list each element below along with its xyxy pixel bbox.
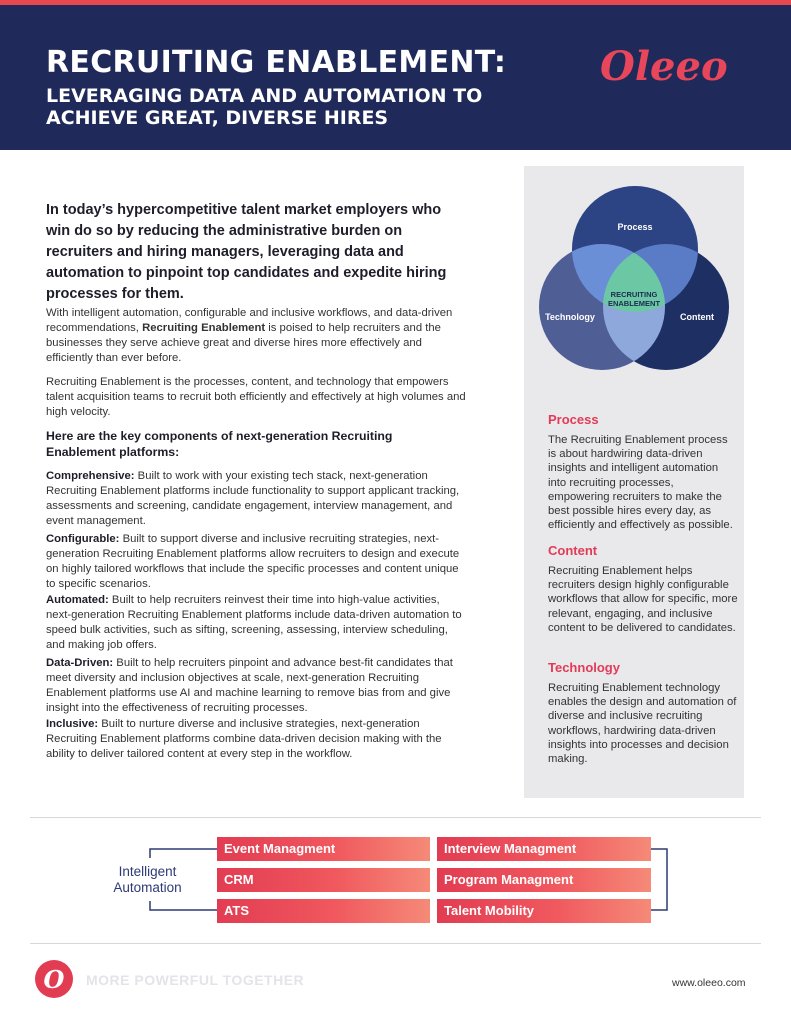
automation-event-management: Event Managment: [217, 837, 430, 861]
paragraph-1-bold: Recruiting Enablement: [142, 322, 266, 334]
footer-tagline: MORE POWERFUL TOGETHER: [86, 972, 305, 988]
oleeo-logo: Oleeo: [600, 43, 728, 90]
venn-center-label-1: RECRUITING: [610, 290, 658, 299]
paragraph-2: Recruiting Enablement is the processes, content, and technology that empowers talent acquisition teams to recruit both efficiently and effectively at high volumes and high velocity.: [46, 376, 466, 418]
divider-top: [30, 817, 761, 818]
ia-line-1: Intelligent: [118, 864, 177, 879]
ia-line-2: Automation: [113, 880, 182, 895]
component-item: [46, 593, 466, 653]
sidebar-text-content: Recruiting Enablement helps recruiters design highly configurable workflows that allow for specific, more relevant, engaging, and inclusive content to be delivered to candidates.: [548, 565, 738, 634]
header-banner: [0, 5, 791, 150]
component-label: Comprehensive:: [46, 470, 135, 482]
component-text: Built to help recruiters reinvest their time into high-value activities, next-generation Recruiting Enablement platforms include data-driven automation to speed bulk activities, such as sifting, screening, assessing, interview scheduling, and making job offers.: [46, 594, 462, 651]
component-label: Automated:: [46, 594, 109, 606]
footer-url: www.oleeo.com: [672, 977, 746, 989]
venn-label-process: Process: [617, 222, 653, 232]
automation-interview-management: Interview Managment: [437, 837, 651, 861]
component-item: [46, 469, 466, 529]
component-label: Inclusive:: [46, 718, 99, 730]
component-text: Built to nurture diverse and inclusive strategies, next-generation Recruiting Enablement platforms combine data-driven decision making with the ability to deliver tailored content at every step in the workflow.: [46, 718, 442, 760]
sidebar-heading-content: Content: [548, 543, 598, 558]
component-text: Built to help recruiters pinpoint and advance best-fit candidates that meet diversity and inclusion objectives at scale, next-generation Recruiting Enablement platforms use AI and machine learning to remove bias from and give insight into the effectiveness of recruiting processes.: [46, 657, 453, 714]
footer-logo: [35, 960, 73, 998]
paragraph-1-text-b: is poised to help recruiters and the businesses they serve achieve great and diverse hires more effectively and efficiently than ever before.: [46, 322, 441, 364]
component-text: Built to work with your existing tech stack, next-generation Recruiting Enablement platforms include functionality to support applicant tracking, assessments and screening, candidate engagement, interview management, and event management.: [46, 470, 460, 527]
component-item: [46, 656, 466, 716]
component-label: Configurable:: [46, 533, 120, 545]
divider-bottom: [30, 943, 761, 944]
sidebar-text-process: The Recruiting Enablement process is about hardwiring data-driven insights and intelligent automation into recruiting processes, empowering recruiters to make the best possible hires every day, as efficiently and effectively as possible.: [548, 434, 733, 532]
automation-talent-mobility: Talent Mobility: [437, 899, 651, 923]
sidebar-text-technology: Recruiting Enablement technology enables the design and automation of diverse and inclusive recruiting workflows, hardwiring data-driven insights into processes and decision making.: [548, 682, 737, 766]
venn-center-label-2: ENABLEMENT: [607, 299, 661, 308]
automation-program-management: Program Managment: [437, 868, 651, 892]
sidebar-panel: [524, 166, 744, 798]
venn-label-technology: Technology: [545, 312, 595, 322]
right-bracket: [648, 848, 670, 912]
paragraph-1: [46, 306, 466, 366]
sidebar-heading-technology: Technology: [548, 660, 620, 675]
page-subtitle: LEVERAGING DATA AND AUTOMATION TO ACHIEVE GREAT, DIVERSE HIRES: [46, 85, 483, 129]
venn-diagram: [538, 186, 733, 401]
page-title: RECRUITING ENABLEMENT:: [46, 45, 507, 80]
component-label: Data-Driven:: [46, 657, 114, 669]
automation-crm: CRM: [217, 868, 430, 892]
intro-paragraph: In today’s hypercompetitive talent market employers who win do so by reducing the administrative burden on recruiters and hiring managers, leveraging data and automation to pinpoint top candidates and expedite hiring processes for them.: [46, 202, 447, 302]
venn-label-content: Content: [680, 312, 714, 322]
left-bracket: [148, 848, 220, 912]
component-text: Built to support diverse and inclusive recruiting strategies, next-generation Recruiting Enablement platforms allow recruiters to design and execute on highly tailored workflows that include the specific processes and content unique to specific scenarios.: [46, 533, 460, 590]
component-item: [46, 532, 466, 592]
footer-logo-letter: O: [43, 965, 65, 994]
paragraph-1-text-a: With intelligent automation, configurable and inclusive workflows, and data-driven recommendations,: [46, 307, 453, 334]
sidebar-heading-process: Process: [548, 412, 599, 427]
component-item: [46, 717, 466, 762]
automation-ats: ATS: [217, 899, 430, 923]
components-heading: Here are the key components of next-generation Recruiting Enablement platforms:: [46, 429, 393, 459]
